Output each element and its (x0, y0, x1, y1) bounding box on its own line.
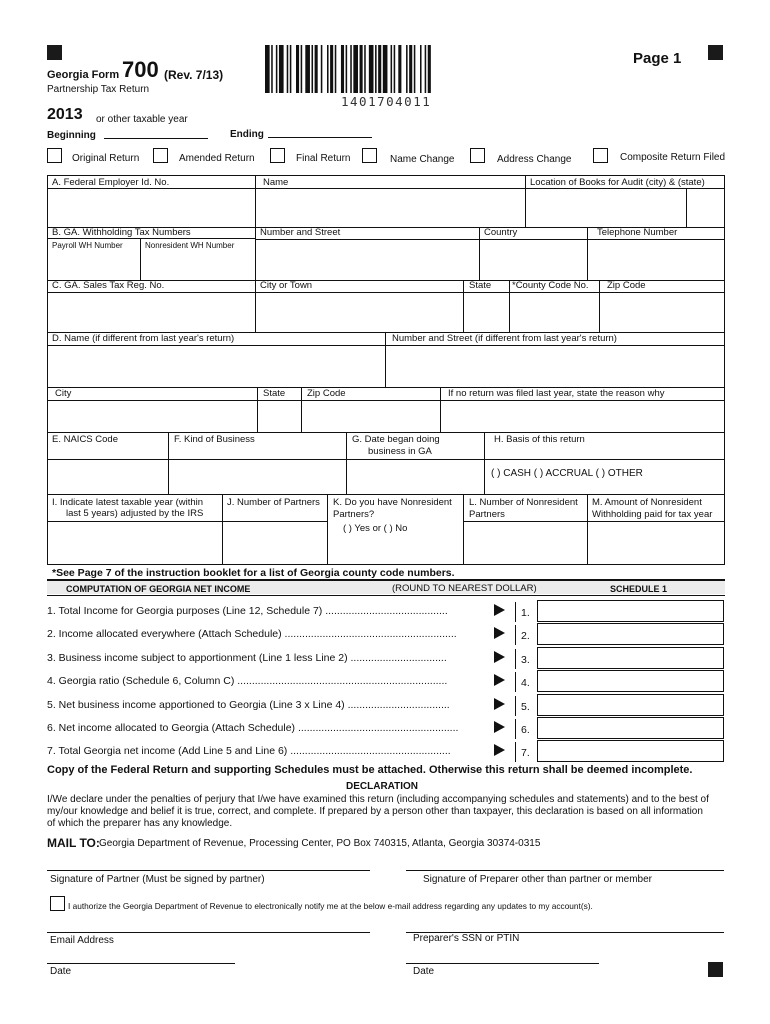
original-return-checkbox[interactable] (47, 148, 62, 163)
number-partners-label: J. Number of Partners (227, 497, 320, 508)
preparer-date-line[interactable] (406, 963, 599, 964)
registration-mark-top-left (47, 45, 62, 60)
payroll-wh-field[interactable] (48, 251, 139, 279)
ending-label: Ending (230, 129, 264, 140)
authorize-email-checkbox[interactable] (50, 896, 65, 911)
final-return-checkbox[interactable] (270, 148, 285, 163)
email-address-label: Email Address (50, 935, 114, 946)
telephone-field[interactable] (588, 240, 724, 279)
country-label: Country (484, 227, 518, 238)
schedule-line-amount-field[interactable] (537, 623, 724, 645)
composite-return-checkbox[interactable] (593, 148, 608, 163)
arrow-right-icon (494, 604, 505, 616)
preparer-ssn-label: Preparer's SSN or PTIN (413, 933, 520, 944)
partner-signature-line[interactable] (47, 870, 370, 871)
partner-date-line[interactable] (47, 963, 235, 964)
schedule-line-amount-field[interactable] (537, 647, 724, 669)
no-return-reason-label: If no return was filed last year, state the reason why (448, 388, 665, 399)
schedule-line-amount-field[interactable] (537, 600, 724, 622)
schedule-line-number: 2. (521, 630, 530, 642)
street-field[interactable] (256, 240, 478, 279)
num-nonresident-label-2: Partners (469, 509, 505, 520)
schedule-line-number: 5. (521, 701, 530, 713)
naics-label: E. NAICS Code (52, 434, 118, 445)
irs-adjusted-label-1: I. Indicate latest taxable year (within (52, 497, 204, 508)
irs-adjusted-field[interactable] (48, 522, 221, 564)
rounding-note: (ROUND TO NEAREST DOLLAR) (392, 583, 537, 594)
city-town-label: City or Town (260, 280, 313, 291)
state-field[interactable] (464, 293, 508, 331)
prior-name-field[interactable] (48, 346, 384, 386)
books-city-field[interactable] (526, 189, 685, 226)
form-number: 700 (122, 57, 159, 82)
street-label: Number and Street (260, 227, 341, 238)
schedule-line-text: 6. Net income allocated to Georgia (Attach Schedule) ....................................................... (47, 722, 459, 734)
books-state-field[interactable] (687, 189, 724, 226)
final-return-label: Final Return (296, 153, 351, 164)
mail-to-label: MAIL TO: (47, 836, 100, 850)
arrow-right-icon (494, 651, 505, 663)
naics-field[interactable] (48, 460, 167, 493)
form-revision: (Rev. 7/13) (164, 68, 224, 82)
prior-city-field[interactable] (48, 401, 256, 431)
schedule-line-amount-field[interactable] (537, 670, 724, 692)
ending-field[interactable] (268, 137, 372, 138)
date-began-label-2: business in GA (368, 446, 432, 457)
registration-mark-top-right (708, 45, 723, 60)
sales-tax-field[interactable] (48, 293, 254, 331)
country-field[interactable] (480, 240, 586, 279)
name-field[interactable] (256, 189, 524, 226)
page-number: Page 1 (633, 50, 682, 67)
schedule-label: SCHEDULE 1 (610, 584, 668, 594)
fein-field[interactable] (48, 189, 254, 226)
barcode (263, 45, 517, 93)
arrow-right-icon (494, 698, 505, 710)
schedule-heading: COMPUTATION OF GEORGIA NET INCOME (66, 584, 251, 594)
county-code-label: *County Code No. (512, 280, 589, 291)
address-change-label: Address Change (497, 154, 572, 165)
nonresident-partners-options[interactable]: ( ) Yes or ( ) No (343, 523, 408, 534)
number-partners-field[interactable] (223, 522, 326, 564)
schedule-line-number: 1. (521, 607, 530, 619)
payroll-wh-label: Payroll WH Number (52, 241, 123, 250)
preparer-signature-label: Signature of Preparer other than partner or member (423, 874, 653, 885)
withholding-label: B. GA. Withholding Tax Numbers (52, 227, 191, 238)
arrow-right-icon (494, 674, 505, 686)
prior-zip-field[interactable] (302, 401, 439, 431)
nonresident-partners-label-1: K. Do you have Nonresident (333, 497, 452, 508)
city-town-field[interactable] (256, 293, 462, 331)
nonresident-wh-label: Nonresident WH Number (145, 241, 235, 250)
prior-street-field[interactable] (386, 346, 724, 386)
schedule-line-text: 3. Business income subject to apportionment (Line 1 less Line 2) ................................. (47, 652, 447, 664)
schedule-line-text: 1. Total Income for Georgia purposes (Line 12, Schedule 7) .......................................... (47, 605, 448, 617)
name-label: Name (263, 177, 289, 188)
barcode-number: 1401704011 (341, 94, 432, 109)
nonresident-wh-field[interactable] (141, 251, 254, 279)
num-nonresident-label-1: L. Number of Nonresident (469, 497, 578, 508)
num-nonresident-field[interactable] (464, 522, 586, 564)
schedule-line-text: 5. Net business income apportioned to Georgia (Line 3 x Line 4) ................................... (47, 699, 450, 711)
date-began-field[interactable] (347, 460, 483, 493)
authorize-email-label: I authorize the Georgia Department of Revenue to electronically notify me at the below e-mail address regarding any updates to my account(s). (68, 901, 593, 911)
tax-year: 2013 (47, 106, 83, 123)
mail-address: Georgia Department of Revenue, Processing Center, PO Box 740315, Atlanta, Georgia 30374-0315 (99, 838, 541, 849)
partner-signature-label: Signature of Partner (Must be signed by partner) (50, 874, 265, 885)
nonresident-withholding-label-1: M. Amount of Nonresident (592, 497, 702, 508)
schedule-line-number: 7. (521, 747, 530, 759)
schedule-line-amount-field[interactable] (537, 740, 724, 762)
zip-label: Zip Code (607, 280, 646, 291)
arrow-right-icon (494, 721, 505, 733)
nonresident-withholding-field[interactable] (588, 522, 724, 564)
telephone-label: Telephone Number (597, 227, 678, 238)
prior-street-label: Number and Street (if different from last year's return) (392, 333, 617, 344)
declaration-line-2: my/our knowledge and belief it is true, correct, and complete. If prepared by a person other than taxpayer, this declaration is based on all information (47, 806, 703, 817)
sales-tax-label: C. GA. Sales Tax Reg. No. (52, 280, 165, 291)
basis-options[interactable]: ( ) CASH ( ) ACCRUAL ( ) OTHER (491, 468, 643, 479)
schedule-line-text: 2. Income allocated everywhere (Attach Schedule) ........................................................... (47, 628, 457, 640)
schedule-line-text: 7. Total Georgia net income (Add Line 5 and Line 6) ....................................................... (47, 745, 451, 757)
prior-state-field[interactable] (258, 401, 300, 431)
state-label: State (469, 280, 492, 291)
irs-adjusted-label-2: last 5 years) adjusted by the IRS (66, 508, 204, 519)
county-code-field[interactable] (510, 293, 598, 331)
schedule-line-number: 3. (521, 654, 530, 666)
county-code-note: *See Page 7 of the instruction booklet for a list of Georgia county code numbers. (52, 567, 455, 579)
schedule-line-amount-field[interactable] (537, 694, 724, 716)
kind-of-business-field[interactable] (169, 460, 345, 493)
attach-notice: Copy of the Federal Return and supporting Schedules must be attached. Otherwise this return shall be deemed incomplete. (47, 764, 693, 776)
registration-mark-bottom-right (708, 962, 723, 977)
zip-field[interactable] (600, 293, 724, 331)
schedule-line-text: 4. Georgia ratio (Schedule 6, Column C) ........................................................................ (47, 675, 448, 687)
amended-return-checkbox[interactable] (153, 148, 168, 163)
prior-zip-label: Zip Code (307, 388, 346, 399)
declaration-line-3: of which the preparer has any knowledge. (47, 818, 233, 829)
name-change-checkbox[interactable] (362, 148, 377, 163)
nonresident-withholding-label-2: Withholding paid for tax year (592, 509, 713, 520)
date-began-label-1: G. Date began doing (352, 434, 440, 445)
beginning-label: Beginning (47, 130, 96, 141)
preparer-signature-line[interactable] (406, 870, 724, 871)
declaration-line-1: I/We declare under the penalties of perjury that I/we have examined this return (including accompanying schedules and statements) and to the best of (47, 794, 709, 805)
schedule-line-amount-field[interactable] (537, 717, 724, 739)
partner-date-label: Date (50, 966, 72, 977)
schedule-line-number: 6. (521, 724, 530, 736)
prior-state-label: State (263, 388, 286, 399)
form-label: Georgia Form (47, 69, 120, 81)
preparer-date-label: Date (413, 966, 435, 977)
beginning-field[interactable] (104, 138, 208, 139)
name-change-label: Name Change (390, 154, 455, 165)
kind-of-business-label: F. Kind of Business (174, 434, 255, 445)
composite-return-label: Composite Return Filed (620, 152, 726, 163)
books-location-label: Location of Books for Audit (city) & (state) (530, 177, 705, 188)
original-return-label: Original Return (72, 153, 140, 164)
address-change-checkbox[interactable] (470, 148, 485, 163)
form-subtitle: Partnership Tax Return (47, 84, 150, 95)
fein-label: A. Federal Employer Id. No. (52, 177, 170, 188)
schedule-line-number: 4. (521, 677, 530, 689)
nonresident-partners-label-2: Partners? (333, 509, 375, 520)
declaration-title: DECLARATION (346, 781, 419, 792)
arrow-right-icon (494, 627, 505, 639)
basis-label: H. Basis of this return (494, 434, 585, 445)
tax-year-suffix: or other taxable year (96, 114, 188, 125)
prior-name-label: D. Name (if different from last year's return) (52, 333, 235, 344)
amended-return-label: Amended Return (179, 153, 255, 164)
email-address-line[interactable] (47, 932, 370, 933)
prior-city-label: City (55, 388, 72, 399)
no-return-reason-field[interactable] (441, 401, 724, 431)
arrow-right-icon (494, 744, 505, 756)
